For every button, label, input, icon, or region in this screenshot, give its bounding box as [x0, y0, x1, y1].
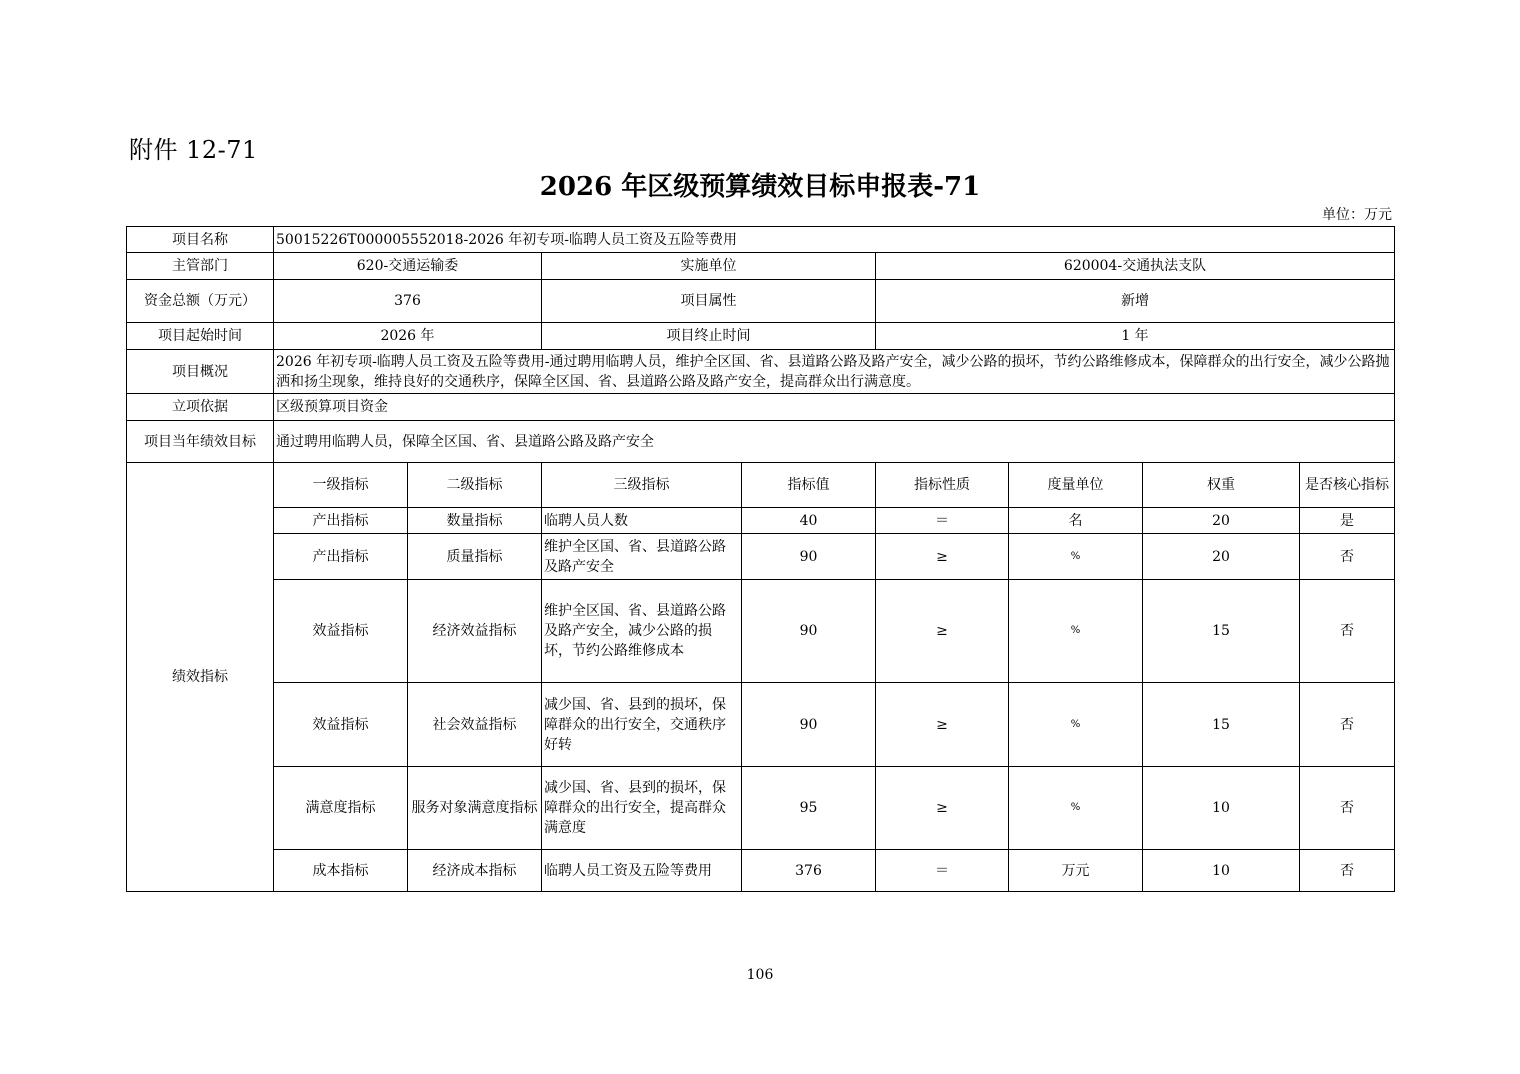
project-attribute-value: 新增	[876, 280, 1395, 323]
attachment-label: 附件 12-71	[129, 136, 258, 164]
nature-cell: ≥	[876, 534, 1009, 580]
project-name-value: 50015226T000005552018-2026 年初专项-临聘人员工资及五险等费用	[274, 227, 1395, 253]
indicator-row	[127, 767, 1395, 850]
level3-cell: 维护全区国、省、县道路公路及路产安全	[542, 534, 742, 580]
level3-cell: 减少国、省、县到的损坏，保障群众的出行安全，交通秩序好转	[542, 683, 742, 767]
header-value: 指标值	[742, 463, 876, 508]
unit-cell: %	[1009, 534, 1143, 580]
header-unit: 度量单位	[1009, 463, 1143, 508]
weight-cell: 10	[1143, 850, 1300, 892]
row-basis	[127, 394, 1395, 421]
fund-total-label: 资金总额（万元）	[127, 280, 274, 323]
unit-cell: 名	[1009, 508, 1143, 534]
level2-cell: 经济效益指标	[408, 580, 542, 683]
value-cell: 90	[742, 683, 876, 767]
annual-goal-label: 项目当年绩效目标	[127, 421, 274, 463]
row-time	[127, 323, 1395, 350]
weight-cell: 10	[1143, 767, 1300, 850]
basis-label: 立项依据	[127, 394, 274, 421]
unit-cell: %	[1009, 767, 1143, 850]
weight-cell: 20	[1143, 508, 1300, 534]
unit-cell: %	[1009, 683, 1143, 767]
row-overview	[127, 350, 1395, 394]
level3-cell: 临聘人员工资及五险等费用	[542, 850, 742, 892]
core-cell: 否	[1300, 850, 1395, 892]
weight-cell: 15	[1143, 580, 1300, 683]
level2-cell: 经济成本指标	[408, 850, 542, 892]
core-cell: 否	[1300, 683, 1395, 767]
level1-cell: 产出指标	[274, 534, 408, 580]
header-core: 是否核心指标	[1300, 463, 1395, 508]
overview-label: 项目概况	[127, 350, 274, 394]
fund-total-value: 376	[274, 280, 542, 323]
row-department	[127, 253, 1395, 280]
performance-target-table	[126, 226, 1395, 892]
end-time-label: 项目终止时间	[542, 323, 876, 350]
value-cell: 95	[742, 767, 876, 850]
value-cell: 90	[742, 534, 876, 580]
header-nature: 指标性质	[876, 463, 1009, 508]
level2-cell: 服务对象满意度指标	[408, 767, 542, 850]
level3-cell: 维护全区国、省、县道路公路及路产安全，减少公路的损坏，节约公路维修成本	[542, 580, 742, 683]
level2-cell: 质量指标	[408, 534, 542, 580]
value-cell: 376	[742, 850, 876, 892]
row-annual-goal	[127, 421, 1395, 463]
department-label: 主管部门	[127, 253, 274, 280]
start-time-value: 2026 年	[274, 323, 542, 350]
indicator-row	[127, 850, 1395, 892]
unit-cell: 万元	[1009, 850, 1143, 892]
header-weight: 权重	[1143, 463, 1300, 508]
page-number: 106	[746, 967, 774, 983]
end-time-value: 1 年	[876, 323, 1395, 350]
level2-cell: 数量指标	[408, 508, 542, 534]
header-level1: 一级指标	[274, 463, 408, 508]
level1-cell: 效益指标	[274, 580, 408, 683]
unit-label: 单位：万元	[1322, 207, 1392, 223]
value-cell: 90	[742, 580, 876, 683]
level1-cell: 效益指标	[274, 683, 408, 767]
project-attribute-label: 项目属性	[542, 280, 876, 323]
indicator-row	[127, 508, 1395, 534]
basis-value: 区级预算项目资金	[274, 394, 1395, 421]
value-cell: 40	[742, 508, 876, 534]
core-cell: 否	[1300, 580, 1395, 683]
implementing-unit-value: 620004-交通执法支队	[876, 253, 1395, 280]
annual-goal-value: 通过聘用临聘人员，保障全区国、省、县道路公路及路产安全	[274, 421, 1395, 463]
implementing-unit-label: 实施单位	[542, 253, 876, 280]
level1-cell: 产出指标	[274, 508, 408, 534]
indicator-header-row	[127, 463, 1395, 508]
nature-cell: ＝	[876, 850, 1009, 892]
row-project-name	[127, 227, 1395, 253]
header-level2: 二级指标	[408, 463, 542, 508]
level1-cell: 满意度指标	[274, 767, 408, 850]
core-cell: 否	[1300, 767, 1395, 850]
nature-cell: ≥	[876, 767, 1009, 850]
weight-cell: 20	[1143, 534, 1300, 580]
row-fund	[127, 280, 1395, 323]
header-level3: 三级指标	[542, 463, 742, 508]
project-name-label: 项目名称	[127, 227, 274, 253]
start-time-label: 项目起始时间	[127, 323, 274, 350]
overview-value: 2026 年初专项-临聘人员工资及五险等费用-通过聘用临聘人员，维护全区国、省、县道路公路及路产安全，减少公路的损坏，节约公路维修成本，保障群众的出行安全，减少公路抛洒和扬尘现象，维持良好的交通秩序，保障全区国、省、县道路公路及路产安全，提高群众出行满意度。	[274, 350, 1395, 394]
indicator-row	[127, 683, 1395, 767]
department-value: 620-交通运输委	[274, 253, 542, 280]
nature-cell: ≥	[876, 683, 1009, 767]
level3-cell: 减少国、省、县到的损坏，保障群众的出行安全，提高群众满意度	[542, 767, 742, 850]
level3-cell: 临聘人员人数	[542, 508, 742, 534]
core-cell: 否	[1300, 534, 1395, 580]
level2-cell: 社会效益指标	[408, 683, 542, 767]
weight-cell: 15	[1143, 683, 1300, 767]
indicators-section-label: 绩效指标	[127, 463, 274, 892]
nature-cell: ≥	[876, 580, 1009, 683]
page-title: 2026 年区级预算绩效目标申报表-71	[539, 172, 981, 202]
nature-cell: ＝	[876, 508, 1009, 534]
unit-cell: %	[1009, 580, 1143, 683]
indicator-row	[127, 534, 1395, 580]
core-cell: 是	[1300, 508, 1395, 534]
indicator-row	[127, 580, 1395, 683]
level1-cell: 成本指标	[274, 850, 408, 892]
